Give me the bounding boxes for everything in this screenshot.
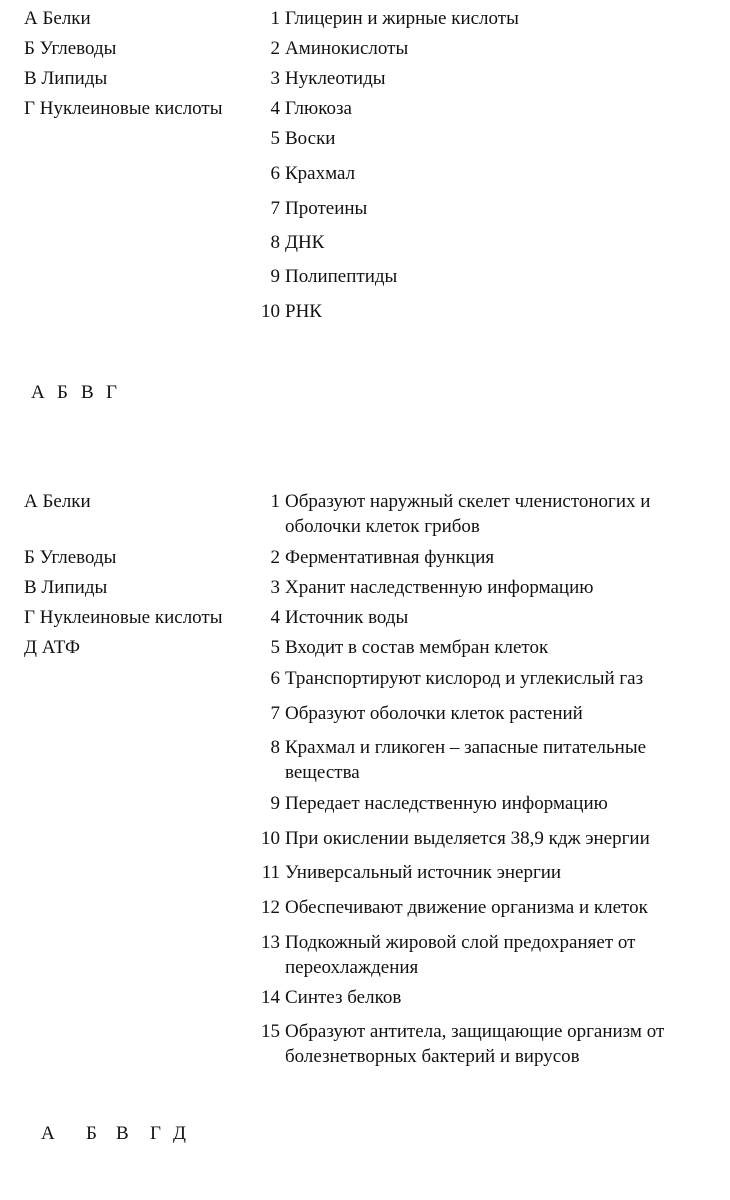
table1-item-text: Воски bbox=[285, 128, 336, 149]
table2-item-text: Ферментативная функция bbox=[285, 547, 495, 568]
answer-letter: Д bbox=[173, 1123, 186, 1144]
answer-letter: Б bbox=[57, 382, 68, 403]
table2-row bbox=[0, 575, 730, 600]
table1-row bbox=[0, 264, 730, 289]
table2-row bbox=[0, 489, 730, 539]
table2-row bbox=[0, 1019, 730, 1069]
table2-item-text: Универсальный источник энергии bbox=[285, 862, 562, 883]
table1-item-text: Глицерин и жирные кислоты bbox=[285, 8, 519, 29]
table1-item-number: 4 bbox=[270, 98, 280, 119]
table1-row bbox=[0, 161, 730, 186]
answer-letter: Г bbox=[150, 1123, 161, 1144]
table1-item-text: Нуклеотиды bbox=[285, 68, 386, 89]
table2-item-text: При окислении выделяется 38,9 кдж энергии bbox=[285, 828, 650, 849]
table2-item-text-cont: вещества bbox=[285, 762, 360, 783]
table2-item-number: 12 bbox=[261, 897, 280, 918]
table1-item-number: 8 bbox=[270, 232, 280, 253]
table1-item-text: РНК bbox=[285, 301, 322, 322]
table1-item-text: Глюкоза bbox=[285, 98, 352, 119]
table2-left-item: А Белки bbox=[24, 491, 91, 512]
table1-item-number: 10 bbox=[261, 301, 280, 322]
table2-item-number: 2 bbox=[270, 547, 280, 568]
table2-item-text-cont: болезнетворных бактерий и вирусов bbox=[285, 1046, 580, 1067]
table1-item-number: 9 bbox=[270, 266, 280, 287]
table2-row bbox=[0, 701, 730, 726]
answer-letter: Г bbox=[106, 382, 117, 403]
table2-item-text: Синтез белков bbox=[285, 987, 402, 1008]
table2-row bbox=[0, 666, 730, 691]
table2-item-text: Подкожный жировой слой предохраняет от bbox=[285, 932, 636, 953]
table2-item-number: 6 bbox=[270, 668, 280, 689]
table2-item-text-cont: оболочки клеток грибов bbox=[285, 516, 480, 537]
table2-row bbox=[0, 635, 730, 660]
table2-row bbox=[0, 791, 730, 816]
table1-row bbox=[0, 126, 730, 151]
table2-row bbox=[0, 826, 730, 851]
answer-letter: В bbox=[116, 1123, 129, 1144]
table2-item-text: Транспортируют кислород и углекислый газ bbox=[285, 668, 644, 689]
answer-letter: Б bbox=[86, 1123, 97, 1144]
table2-row bbox=[0, 930, 730, 980]
table2-item-number: 14 bbox=[261, 987, 280, 1008]
table2-item-number: 9 bbox=[270, 793, 280, 814]
table1-item-number: 3 bbox=[270, 68, 280, 89]
table1-row bbox=[0, 230, 730, 255]
table1-item-text: Крахмал bbox=[285, 163, 356, 184]
table2-item-text: Источник воды bbox=[285, 607, 409, 628]
table2-item-text: Образуют антитела, защищающие организм от bbox=[285, 1021, 665, 1042]
table1-item-number: 5 bbox=[270, 128, 280, 149]
table1-item-text: Протеины bbox=[285, 198, 368, 219]
table2-item-text: Хранит наследственную информацию bbox=[285, 577, 594, 598]
answer-letters-1 bbox=[0, 380, 200, 405]
table2-item-number: 5 bbox=[270, 637, 280, 658]
table1-item-text: Аминокислоты bbox=[285, 38, 409, 59]
table2-item-number: 11 bbox=[261, 862, 280, 883]
table1-row bbox=[0, 96, 730, 121]
table2-row bbox=[0, 605, 730, 630]
table1-row bbox=[0, 196, 730, 221]
table1-item-number: 6 bbox=[270, 163, 280, 184]
table2-item-number: 13 bbox=[261, 932, 280, 953]
table1-row bbox=[0, 36, 730, 61]
table2-row bbox=[0, 860, 730, 885]
table2-left-item: В Липиды bbox=[24, 577, 108, 598]
answer-letter: А bbox=[41, 1123, 55, 1144]
table2-item-text: Обеспечивают движение организма и клеток bbox=[285, 897, 648, 918]
table2-item-text-cont: переохлаждения bbox=[285, 957, 419, 978]
table1-left-item: В Липиды bbox=[24, 68, 108, 89]
table1-row bbox=[0, 6, 730, 31]
table2-item-number: 10 bbox=[261, 828, 280, 849]
table2-item-number: 1 bbox=[270, 491, 280, 512]
table2-left-item: Д АТФ bbox=[24, 637, 80, 658]
table2-row bbox=[0, 545, 730, 570]
table2-item-text: Передает наследственную информацию bbox=[285, 793, 608, 814]
table1-item-number: 2 bbox=[270, 38, 280, 59]
table2-left-item: Г Нуклеиновые кислоты bbox=[24, 607, 223, 628]
table1-row bbox=[0, 66, 730, 91]
answer-letter: В bbox=[81, 382, 94, 403]
table1-item-text: ДНК bbox=[285, 232, 325, 253]
table2-item-number: 4 bbox=[270, 607, 280, 628]
table1-row bbox=[0, 299, 730, 324]
table2-item-number: 7 bbox=[270, 703, 280, 724]
table2-left-item: Б Углеводы bbox=[24, 547, 117, 568]
answer-letters-2 bbox=[0, 1121, 220, 1146]
answer-letter: А bbox=[31, 382, 45, 403]
table2-item-number: 15 bbox=[261, 1021, 280, 1042]
table2-row bbox=[0, 895, 730, 920]
table1-left-item: Б Углеводы bbox=[24, 38, 117, 59]
table2-item-text: Образуют наружный скелет членистоногих и bbox=[285, 491, 651, 512]
table2-item-text: Крахмал и гликоген – запасные питательные bbox=[285, 737, 647, 758]
table1-left-item: Г Нуклеиновые кислоты bbox=[24, 98, 223, 119]
table2-row bbox=[0, 985, 730, 1010]
table1-left-item: А Белки bbox=[24, 8, 91, 29]
table2-item-text: Образуют оболочки клеток растений bbox=[285, 703, 583, 724]
table1-item-text: Полипептиды bbox=[285, 266, 398, 287]
table2-row bbox=[0, 735, 730, 785]
table2-item-text: Входит в состав мембран клеток bbox=[285, 637, 549, 658]
table2-item-number: 3 bbox=[270, 577, 280, 598]
table1-item-number: 7 bbox=[270, 198, 280, 219]
table2-item-number: 8 bbox=[270, 737, 280, 758]
table1-item-number: 1 bbox=[270, 8, 280, 29]
